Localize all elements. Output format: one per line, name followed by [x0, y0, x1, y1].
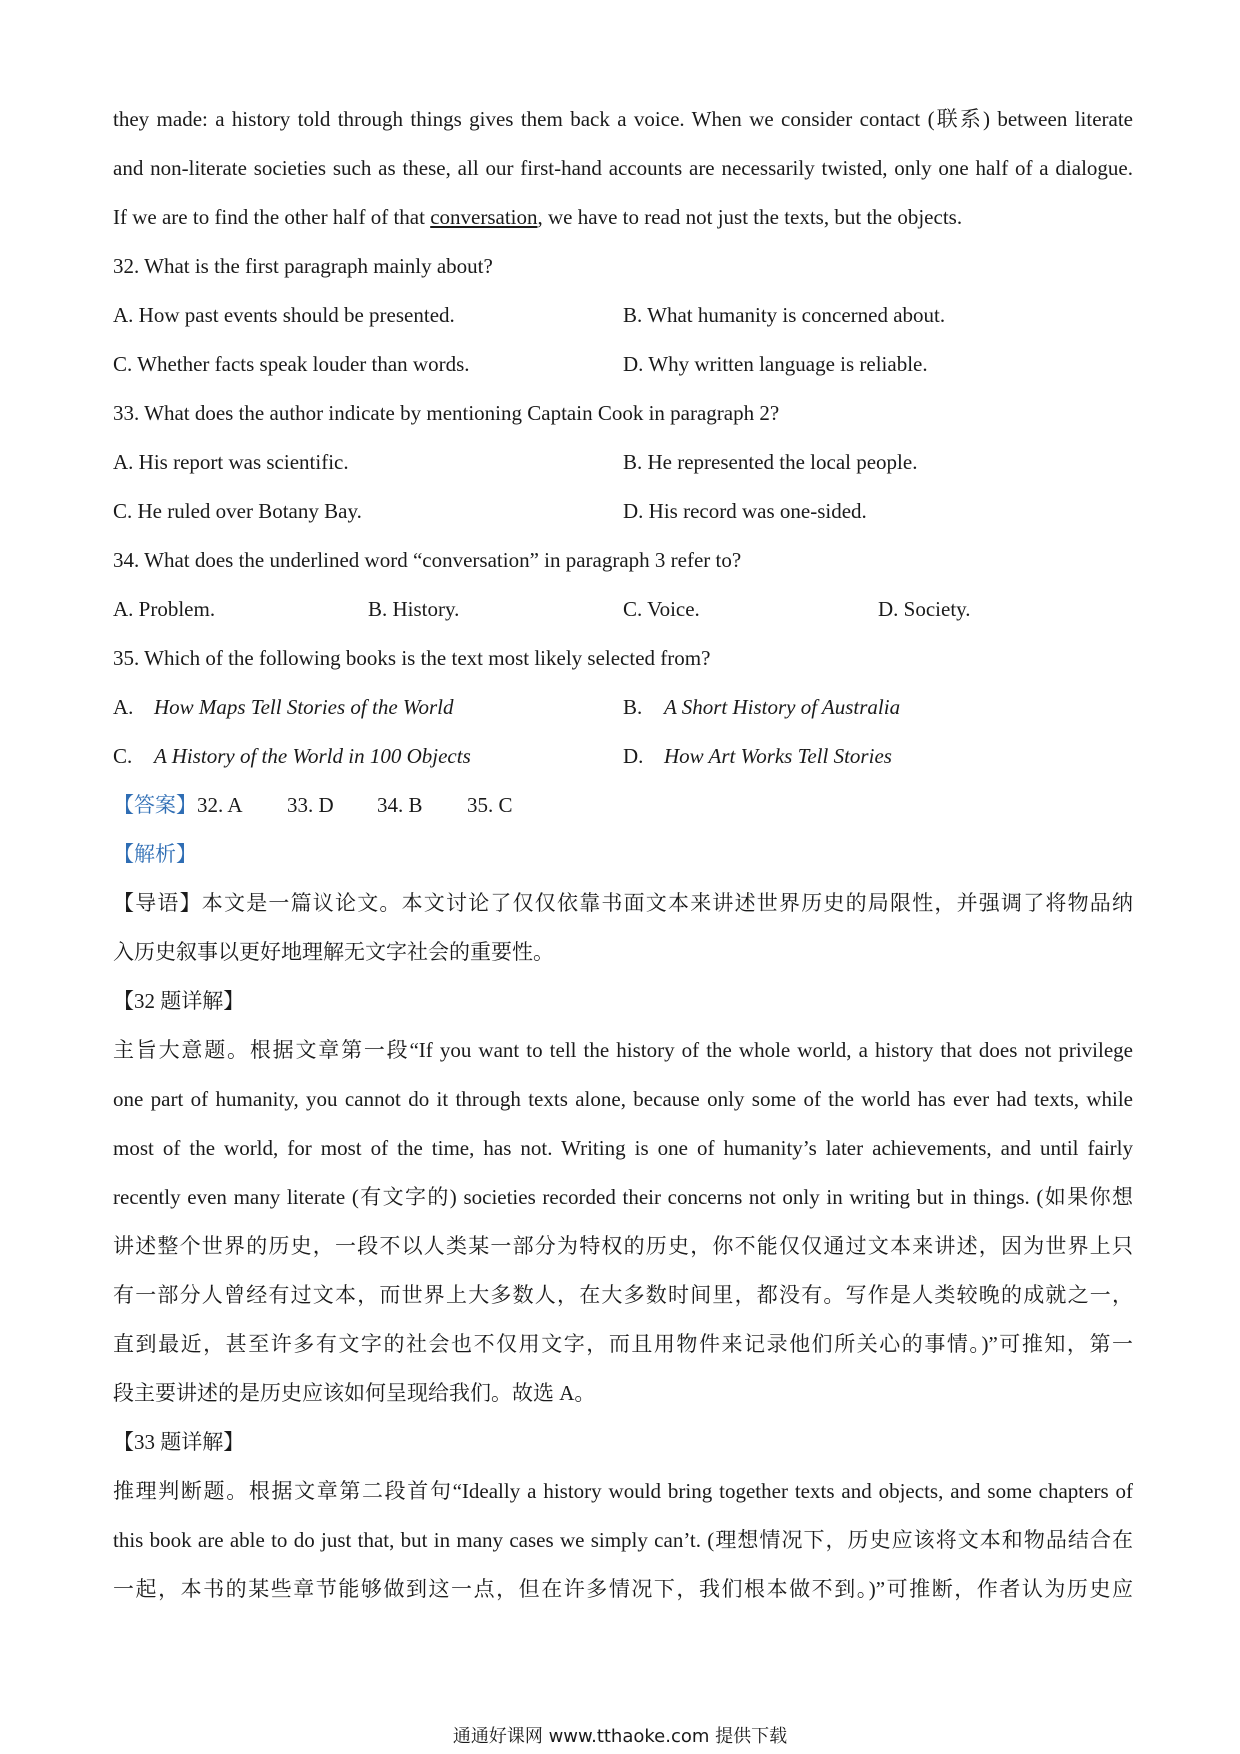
book-title: A History of the World in 100 Objects — [154, 744, 471, 768]
detail-line: one part of humanity, you cannot do it through texts alone, because only some of the world has ever had texts, while — [113, 1087, 1133, 1111]
question-stem: 33. What does the author indicate by mentioning Captain Cook in paragraph 2? — [113, 401, 780, 425]
underlined-word: conversation — [430, 205, 538, 229]
passage-line — [113, 193, 1133, 242]
option-a: A. How past events should be presented. — [113, 303, 455, 327]
option-a — [113, 683, 623, 732]
options-row — [113, 487, 1133, 536]
option-a: A. His report was scientific. — [113, 450, 349, 474]
option-a: A. Problem. — [113, 597, 216, 621]
book-title: How Maps Tell Stories of the World — [154, 695, 454, 719]
intro-line: 【导语】本文是一篇议论文。本文讨论了仅仅依靠书面文本来讲述世界历史的局限性，并强调了将物品纳 — [113, 891, 1133, 915]
detail-line: 推理判断题。根据文章第二段首句“Ideally a history would bring together texts and objects, and some chapters of — [113, 1479, 1133, 1503]
options-row — [113, 291, 1133, 340]
option-letter: C. — [113, 744, 133, 768]
detail-line: 有一部分人曾经有过文本，而世界上大多数人，在大多数时间里，都没有。写作是人类较晚的成就之一， — [113, 1283, 1133, 1307]
answer-value: 34. B — [377, 793, 423, 817]
answer-value: 32. A — [197, 793, 243, 817]
passage-text: , we have to read not just the texts, but the objects. — [537, 205, 963, 229]
detail-line: 主旨大意题。根据文章第一段“If you want to tell the history of the whole world, a history that does not privilege — [113, 1038, 1133, 1062]
detail-line: 直到最近，甚至许多有文字的社会也不仅用文字，而且用物件来记录他们所关心的事情。)”可推知，第一 — [113, 1332, 1133, 1356]
passage-text: If we are to find the other half of that — [113, 205, 431, 229]
option-b: B. He represented the local people. — [623, 450, 918, 474]
book-title: How Art Works Tell Stories — [664, 744, 892, 768]
answer-value: 35. C — [467, 793, 513, 817]
section-header: 【33 题详解】 — [113, 1430, 245, 1454]
option-letter: A. — [113, 695, 134, 719]
detail-line: 段主要讲述的是历史应该如何呈现给我们。故选 A。 — [113, 1381, 596, 1405]
detail-line: recently even many literate (有文字的) societies recorded their concerns not only in writing but in things. (如果你想 — [113, 1185, 1133, 1209]
option-c: C. Whether facts speak louder than words. — [113, 352, 470, 376]
option-d: D. His record was one-sided. — [623, 499, 867, 523]
option-letter: B. — [623, 695, 643, 719]
options-row — [113, 585, 1133, 634]
analysis-label: 【解析】 — [113, 842, 197, 866]
question-stem: 35. Which of the following books is the text most likely selected from? — [113, 646, 711, 670]
question-stem: 32. What is the first paragraph mainly about? — [113, 254, 493, 278]
option-d: D. Why written language is reliable. — [623, 352, 928, 376]
option-d — [623, 732, 1133, 781]
detail-line: 一起，本书的某些章节能够做到这一点，但在许多情况下，我们根本做不到。)”可推断，作者认为历史应 — [113, 1577, 1133, 1601]
document-page — [113, 95, 1133, 1614]
question-stem: 34. What does the underlined word “conversation” in paragraph 3 refer to? — [113, 548, 742, 572]
option-c — [113, 732, 623, 781]
option-d: D. Society. — [878, 597, 971, 621]
options-row — [113, 438, 1133, 487]
book-title: A Short History of Australia — [664, 695, 901, 719]
answer-label: 【答案】 — [113, 793, 197, 817]
options-row — [113, 732, 1133, 781]
detail-line: 讲述整个世界的历史，一段不以人类某一部分为特权的历史，你不能仅仅通过文本来讲述，因为世界上只 — [113, 1234, 1133, 1258]
answer-line — [113, 781, 1133, 830]
passage-line: and non-literate societies such as these, all our first-hand accounts are necessarily twisted, only one half of a dialogue. — [113, 156, 1133, 180]
option-c: C. He ruled over Botany Bay. — [113, 499, 362, 523]
options-row — [113, 340, 1133, 389]
passage-line: they made: a history told through things gives them back a voice. When we consider contact (联系) between literate — [113, 107, 1133, 131]
option-letter: D. — [623, 744, 644, 768]
option-c: C. Voice. — [623, 597, 700, 621]
page-footer: 通通好课网 www.tthaoke.com 提供下载 — [452, 1726, 788, 1747]
detail-line: most of the world, for most of the time, has not. Writing is one of humanity’s later achievements, and until fairly — [113, 1136, 1133, 1160]
option-b: B. What humanity is concerned about. — [623, 303, 946, 327]
options-row — [113, 683, 1133, 732]
detail-line: this book are able to do just that, but in many cases we simply can’t. (理想情况下，历史应该将文本和物品结合在 — [113, 1528, 1133, 1552]
option-b — [623, 683, 1133, 732]
section-header: 【32 题详解】 — [113, 989, 245, 1013]
option-b: B. History. — [368, 597, 460, 621]
answer-value: 33. D — [287, 793, 334, 817]
intro-line: 入历史叙事以更好地理解无文字社会的重要性。 — [113, 940, 554, 964]
